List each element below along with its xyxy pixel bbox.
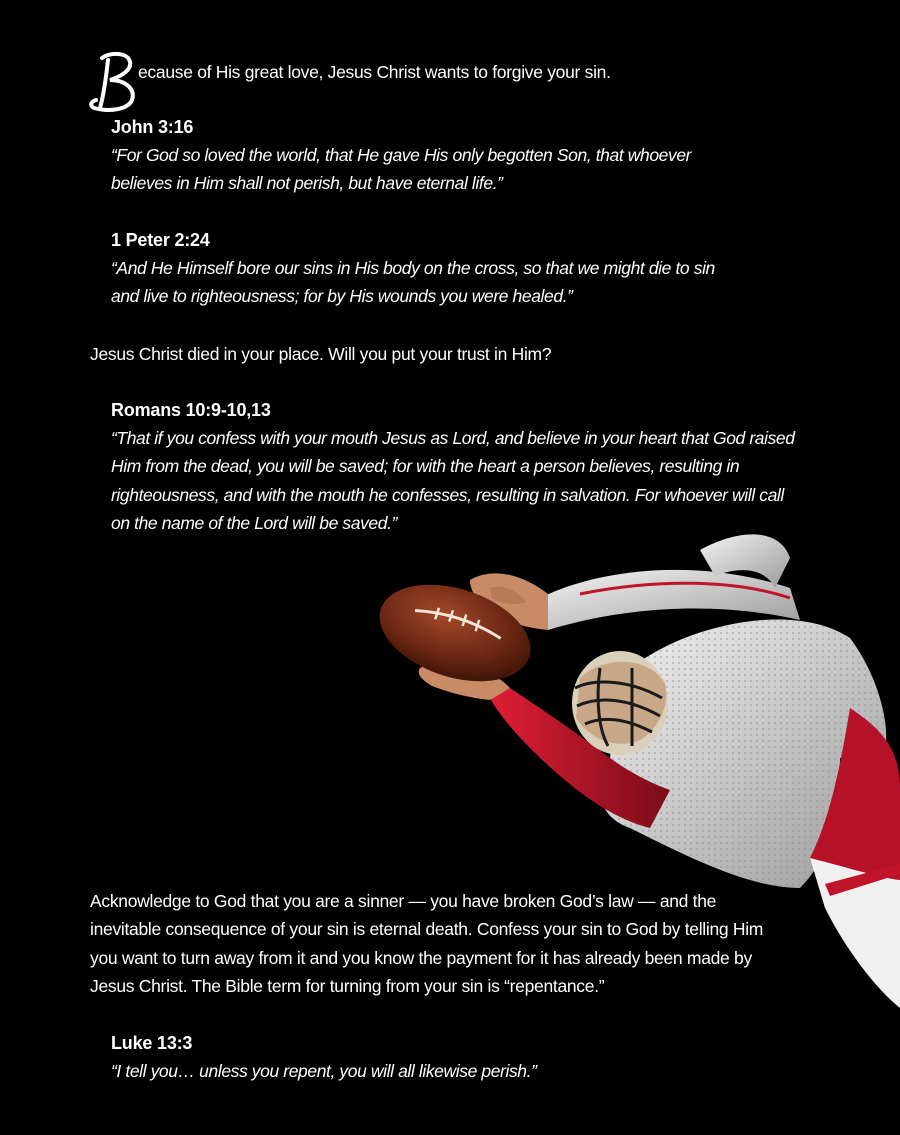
verse-reference-john: John 3:16 xyxy=(111,117,194,137)
dropcap-letter xyxy=(88,50,140,114)
verse-quote-romans-line-1: “That if you confess with your mouth Jesus as Lord, and believe in your heart that God raised xyxy=(111,428,795,448)
verse-quote-romans-line-2: Him from the dead, you will be saved; for with the heart a person believes, resulting in xyxy=(111,456,740,476)
verse-quote-john-line-2: believes in Him shall not perish, but have eternal life.” xyxy=(111,173,503,193)
verse-quote-romans-line-4: on the name of the Lord will be saved.” xyxy=(111,513,397,533)
verse-reference-peter: 1 Peter 2:24 xyxy=(111,230,210,250)
acknowledge-line-4: Jesus Christ. The Bible term for turning from your sin is “repentance.” xyxy=(90,976,605,996)
intro-text: ecause of His great love, Jesus Christ wants to forgive your sin. xyxy=(138,62,611,82)
verse-reference-romans: Romans 10:9-10,13 xyxy=(111,400,271,420)
verse-reference-luke: Luke 13:3 xyxy=(111,1033,193,1053)
acknowledge-line-3: you want to turn away from it and you know the payment for it has already been made by xyxy=(90,948,752,968)
question-text: Jesus Christ died in your place. Will you put your trust in Him? xyxy=(90,344,552,364)
verse-quote-peter-line-2: and live to righteousness; for by His wounds you were healed.” xyxy=(111,286,573,306)
acknowledge-line-2: inevitable consequence of your sin is eternal death. Confess your sin to God by telling Him xyxy=(90,919,764,939)
verse-quote-john-line-1: “For God so loved the world, that He gave His only begotten Son, that whoever xyxy=(111,145,692,165)
verse-quote-luke-line-1: “I tell you… unless you repent, you will all likewise perish.” xyxy=(111,1061,537,1081)
verse-quote-romans-line-3: righteousness, and with the mouth he confesses, resulting in salvation. For whoever will call xyxy=(111,485,784,505)
acknowledge-line-1: Acknowledge to God that you are a sinner — you have broken God’s law — and the xyxy=(90,891,717,911)
verse-quote-peter-line-1: “And He Himself bore our sins in His body on the cross, so that we might die to sin xyxy=(111,258,715,278)
